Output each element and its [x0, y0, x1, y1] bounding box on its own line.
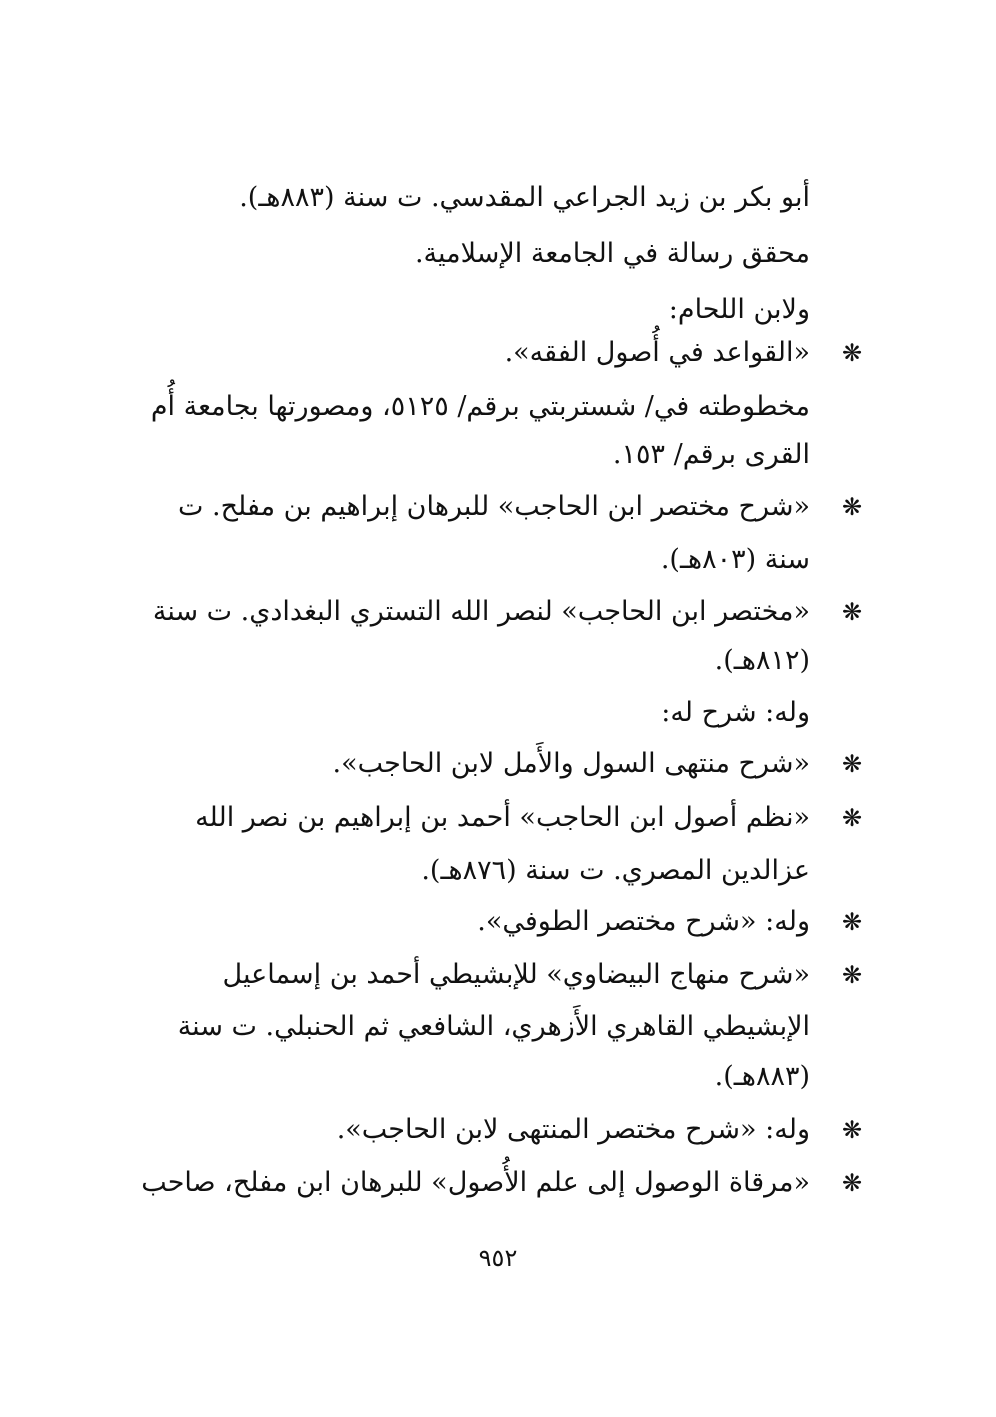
page-number: ٩٥٢ — [478, 1244, 518, 1272]
bullet-icon: ❋ — [841, 750, 863, 778]
text-line: أبو بكر بن زيد الجراعي المقدسي. ت سنة (٨٨٣هـ). — [239, 182, 810, 213]
bullet-icon: ❋ — [841, 493, 863, 521]
text-line: «مرقاة الوصول إلى علم الأُصول» للبرهان ابن مفلح، صاحب — [141, 1167, 810, 1198]
text-line: (٨١٢هـ). — [714, 645, 810, 676]
text-line: «مختصر ابن الحاجب» لنصر الله التستري البغدادي. ت سنة — [152, 596, 810, 627]
text-line: «شرح منتهى السول والأَمل لابن الحاجب». — [332, 748, 810, 779]
text-line: «شرح مختصر ابن الحاجب» للبرهان إبراهيم بن مفلح. ت — [178, 491, 810, 522]
text-line: مخطوطته في/ شستربتي برقم/ ٥١٢٥، ومصورتها بجامعة أُم — [150, 391, 810, 422]
text-line: «شرح منهاج البيضاوي» للإبشيطي أحمد بن إسماعيل — [222, 959, 810, 990]
text-line: عزالدين المصري. ت سنة (٨٧٦هـ). — [421, 855, 810, 886]
text-line: «نظم أصول ابن الحاجب» أحمد بن إبراهيم بن نصر الله — [195, 802, 810, 833]
text-line: وله: «شرح مختصر الطوفي». — [477, 906, 810, 937]
bullet-icon: ❋ — [841, 339, 863, 367]
text-line: محقق رسالة في الجامعة الإسلامية. — [414, 238, 810, 269]
bullet-icon: ❋ — [841, 908, 863, 936]
text-line: «القواعد في أُصول الفقه». — [504, 337, 810, 368]
bullet-icon: ❋ — [841, 598, 863, 626]
bullet-icon: ❋ — [841, 1116, 863, 1144]
bullet-icon: ❋ — [841, 804, 863, 832]
text-line: (٨٨٣هـ). — [714, 1061, 810, 1092]
text-line: وله: «شرح مختصر المنتهى لابن الحاجب». — [336, 1114, 810, 1145]
bullet-icon: ❋ — [841, 961, 863, 989]
text-line: الإبشيطي القاهري الأَزهري، الشافعي ثم الحنبلي. ت سنة — [177, 1011, 810, 1042]
text-line: وله: شرح له: — [661, 697, 810, 728]
text-line: القرى برقم/ ١٥٣. — [612, 439, 810, 470]
bullet-icon: ❋ — [841, 1169, 863, 1197]
text-line: ولابن اللحام: — [668, 294, 810, 325]
text-line: سنة (٨٠٣هـ). — [660, 544, 810, 575]
